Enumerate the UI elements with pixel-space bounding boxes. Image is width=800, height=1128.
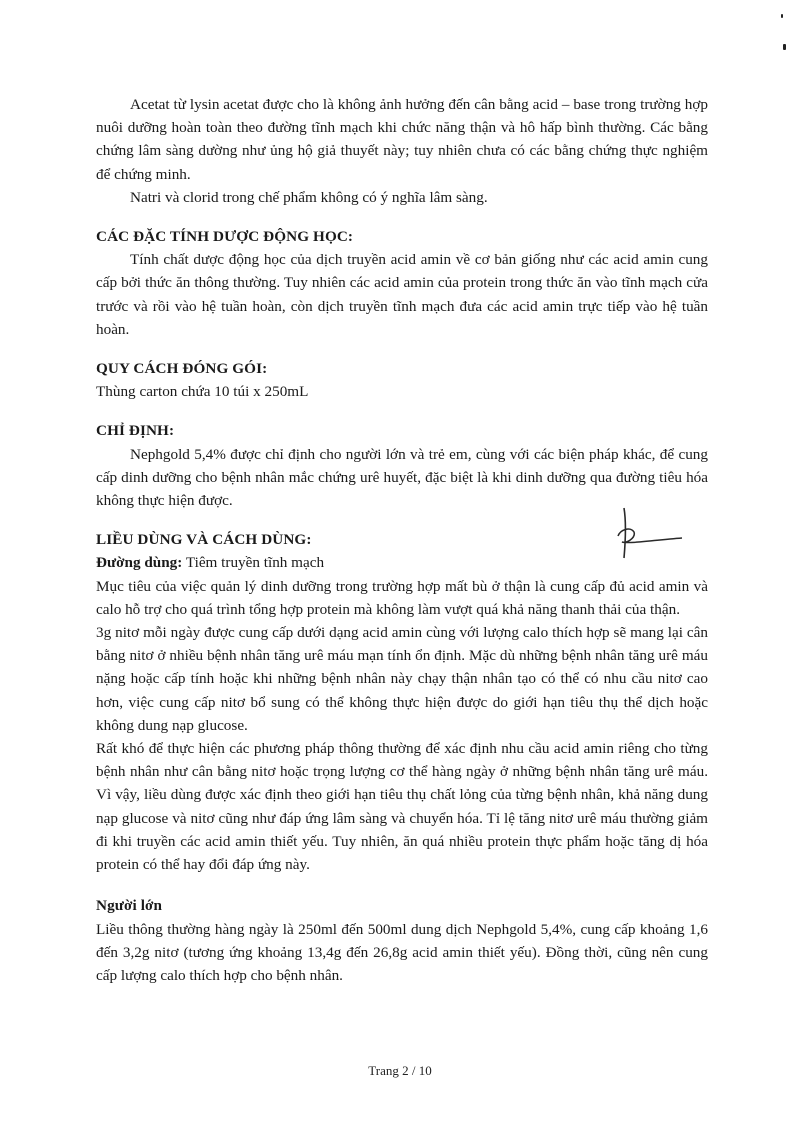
pharmacokinetics-heading: CÁC ĐẶC TÍNH DƯỢC ĐỘNG HỌC: [96,228,354,246]
adults-text: Liều thông thường hàng ngày là 250ml đến 500ml dung dịch Nephgold 5,4%, cung cấp khoảng 1,6 đến 3,2g nitơ (tương ứng khoảng 13,4g đến 26,8g acid amin thiết yếu). Đồng thời, cũng nên cung cấp lượng calo thích hợp cho bệnh nhân. [96,920,708,984]
pharmacokinetics-text: Tính chất dược động học của dịch truyền acid amin về cơ bản giống như các acid amin cung cấp bởi thức ăn thông thường. Tuy nhiên các acid amin của protein trong thức ăn vào tĩnh mạch cửa trước và rồi vào hệ tuần hoàn, còn dịch truyền tĩnh mạch đưa các acid amin trực tiếp vào hệ tuần hoàn. [96,251,708,338]
acetate-paragraph: Acetat từ lysin acetat được cho là không ảnh hưởng đến cân bằng acid – base trong trường hợp nuôi dưỡng hoàn toàn theo đường tĩnh mạch khi chức năng thận và hô hấp bình thường. Các bằng chứng lâm sàng dường như ủng hộ giả thuyết này; tuy nhiên chưa có các bằng chứng thực nghiệm để chứng minh. [96,96,708,183]
sodium-chloride-paragraph: Natri và clorid trong chế phẩm không có ý nghĩa lâm sàng. [130,188,488,206]
packaging-heading: QUY CÁCH ĐÓNG GÓI: [96,360,268,378]
scan-speck [783,44,786,50]
dosage-goal-paragraph: Mục tiêu của việc quản lý dinh dưỡng trong trường hợp mất bù ở thận là cung cấp đủ acid amin và calo hỗ trợ cho quá trình tổng hợp protein mà không làm vượt quá khả năng thanh thải của thận. [96,577,708,618]
packaging-text: Thùng carton chứa 10 túi x 250mL [96,383,309,401]
indication-text: Nephgold 5,4% được chỉ định cho người lớn và trẻ em, cùng với các biện pháp khác, để cung cấp dinh dưỡng cho bệnh nhân mắc chứng urê huyết, đặc biệt là khi dinh dưỡng qua đường tiêu hóa không thực hiện được. [96,445,708,510]
dosage-heading: LIỀU DÙNG VÀ CÁCH DÙNG: [96,531,312,549]
dosage-difficulty-paragraph: Rất khó để thực hiện các phương pháp thông thường để xác định nhu cầu acid amin riêng cho từng bệnh nhân như cân bằng nitơ hoặc trọng lượng cơ thể hàng ngày ở những bệnh nhân tăng urê máu. Vì vậy, liều dùng được xác định theo giới hạn tiêu thụ chất lỏng của từng bệnh nhân, khả năng dung nạp glucose và nitơ cũng như đáp ứng lâm sàng và chuyển hóa. Tỉ lệ tăng nitơ urê máu thường giảm đi khi truyền các acid amin thiết yếu. Tuy nhiên, ăn quá nhiều protein thực phẩm hoặc tăng dị hóa protein có thể hay đổi đáp ứng này. [96,740,708,874]
scan-speck [781,14,783,18]
indication-heading: CHỈ ĐỊNH: [96,422,175,440]
dosage-nitrogen-paragraph: 3g nitơ mỗi ngày được cung cấp dưới dạng acid amin cùng với lượng calo thích hợp sẽ mang lại cân bằng nitơ ở nhiều bệnh nhân tăng urê máu mạn tính ổn định. Mặc dù những bệnh nhân tăng urê máu nặng hoặc cấp tính hoặc khi những bệnh nhân này chạy thận nhân tạo có thể có nhu cầu nitơ cao hơn, việc cung cấp nitơ bổ sung có thể không thực hiện được do giới hạn tiêu thụ thể dịch hoặc không dung nạp glucose. [96,624,708,734]
adults-heading: Người lớn [96,897,163,915]
route-value: Tiêm truyền tĩnh mạch [182,554,325,572]
route-label: Đường dùng: [96,554,183,572]
page-number: Trang 2 / 10 [368,1063,432,1078]
handwritten-signature-mark [604,500,684,580]
